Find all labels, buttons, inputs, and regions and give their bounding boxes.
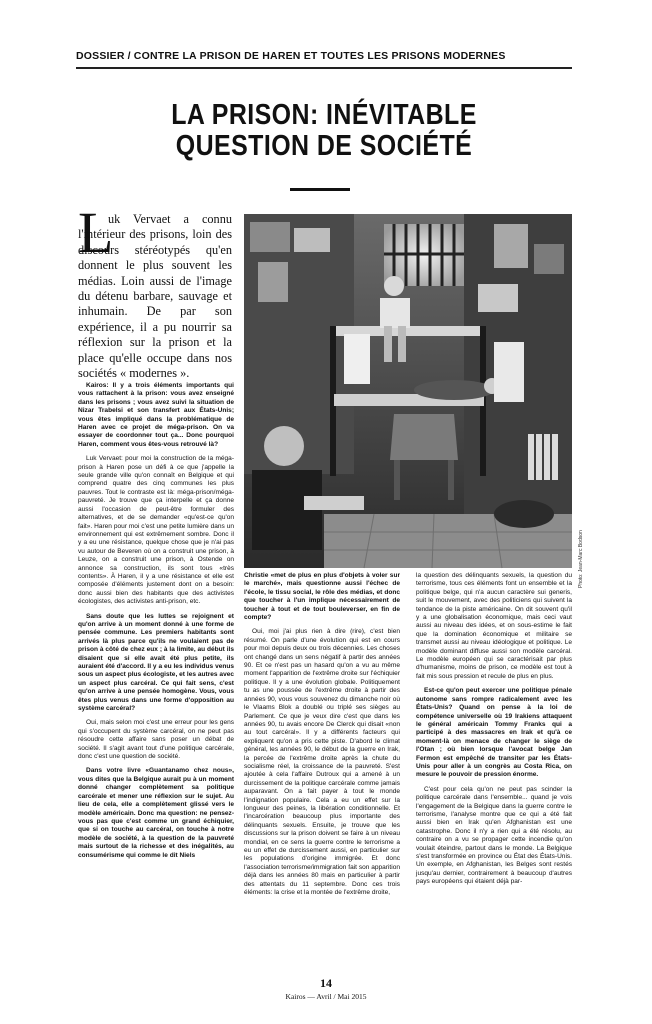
photo-credit-text: Photo: Jean-Marc Bodson	[578, 530, 584, 588]
question-4: Est-ce qu'on peut exercer une politique pénale autonome sans rompre radicalement avec les États-Unis? Quand on pense à la loi de compétence universelle où 19 Irakiens attaquent le général américain Tommy Franks qui a participé à des massacres en Irak et qu'à ce moment-là on menace de changer le siège de l'Otan ; où bien lorsque l'avocat belge Jan Fermon est empêché de transiter par les États-Unis pour aller à un congrès au Costa Rica, on mesure le pouvoir de pression énorme.	[416, 687, 572, 779]
answer-4: C'est pour cela qu'on ne peut pas scinder la politique carcérale dans l'ensemble... quand je vois l'engagement de la Belgique dans la guerre contre le terrorisme, l'analyse montre que ce qui a été fait aussi bien en Irak qu'en Afghanistan est une catastrophe. Donc il n'y a rien qui a été résolu, au contraire on a vu se propager cette incendie qu'on voulait éteindre, partout dans le monde. La Belgique s'est transformée en province ou État des États-Unis. Un exemple, en Afghanistan, les Belges sont restés jusqu'au dernier, contrairement à beaucoup d'autres pays européens qui étaient déjà par-	[416, 785, 572, 886]
article-title	[111, 100, 538, 162]
article-column-1	[78, 382, 234, 860]
title-line-2: QUESTION DE SOCIÉTÉ	[175, 130, 473, 162]
answer-3-continued: la question des délinquants sexuels, la question du terrorisme, tous ces éléments font un ensemble et la politique belge, qui n'a aucun caractère sui generis, suit le mouvement, avec des politiciens qui suivent la tendance de la piste américaine. On dit souvent qu'il y a une globalisation économique, mais ceci vaut aussi au niveau des idées, et on sous-estime le fait que la domination économique et militaire se transmet aussi au niveau idéologique et politique. Le modèle dominant diffuse aussi son modèle carcéral. Le modèle européen qui se caractérisait par plus d'humanisme, moins de prison, ce modèle est tout à fait mis sous pression et recule de plus en plus.	[416, 572, 572, 680]
question-2: Sans doute que les luttes se rejoignent et qu'on arrive à un moment donné à une forme de pensée commune. Les premiers habitants sont arrivés là plus parce qu'ils ne voulaient pas de prison à côté de chez eux ; à la limite, au début ils disaient que si elle avait été plus petite, ils auraient été d'accord. Il y a eu les individus venus sous un aspect plus écologiste, et les autres avec un aspect plus carcéral. Ce qui fait sens, c'est qu'on arrive à une pensée homogène. Vous, vous êtes plus venus dans une forme d'opposition au système carcéral?	[78, 612, 234, 713]
intro-paragraph	[78, 212, 232, 381]
publication-footer: Kairos — Avril / Mai 2015	[285, 992, 367, 1001]
title-divider	[290, 188, 350, 191]
question-3-continued: Christie «met de plus en plus d'objets à voler sur le marché», mais questionne aussi l'échec de l'école, le tissu social, le rôle des médias, et donc que toucher à l'un implique nécessairement de toucher à tout et de tout bouleverser, en fin de compte?	[244, 572, 400, 622]
answer-2: Oui, mais selon moi c'est une erreur pour les gens qui s'occupent du système carcéral, on ne peut pas résoudre cette affaire sans poser un débat de société. Il s'agit avant tout d'une politique carcérale, donc c'est une question de société.	[78, 719, 234, 761]
title-line-1: LA PRISON: INÉVITABLE	[171, 99, 477, 131]
header-rule	[76, 67, 572, 69]
photo-credit	[575, 528, 585, 588]
question-1: Kairos: Il y a trois éléments importants qui vous rattachent à la prison: vous avez enseigné dans les prisons ; vous avez suivi la situation de Nizar Trabelsi et son transfert aux États-Unis; vous êtes impliqué dans la problématique de Haren avec ce projet de méga-prison. On va essayer de coordonner tout ça... Donc pourquoi Haren, comment vous êtes-vous retrouvé là?	[78, 382, 234, 448]
section-header	[76, 50, 572, 62]
photo-illustration	[244, 214, 572, 568]
article-column-3	[416, 572, 572, 893]
section-topic: CONTRE LA PRISON DE HAREN ET TOUTES LES PRISONS MODERNES	[133, 50, 506, 62]
section-label: DOSSIER	[76, 50, 125, 62]
article-column-2	[244, 572, 400, 903]
answer-1: Luk Vervaet: pour moi la construction de la méga-prison à Haren pose un défi à ce que j'appelle la seule grande ville qu'on connaît en Belgique et qui comprend quatre des cinq communes les plus pauvres. Tout le contraste est là: méga-prison/méga-pauvreté. Je trouve que ça interpelle et ça donne aussi l'occasion de peut-être formuler des alternatives, et de se demander «qu'est-ce qu'on fait». Haren pour moi c'est une petite lumière dans un environnement qui est extrêmement sombre. Donc il y a eu une résistance, quelque chose que je n'ai pas vu autour de Beveren où on a construit une prison, à Leuze, on a construit une prison, à Ostende on annonce sa construction, ils sont tous «très contents». À Haren, il y a une résistance et elle est composée d'éléments justement dont on a besoin: donc aussi bien des habitants que des activistes écologistes, des activistes anti-prison, etc.	[78, 455, 234, 606]
question-3: Dans votre livre «Guantanamo chez nous», vous dites que la Belgique aurait pu à un moment donné changer complètement sa politique carcérale et mener une réflexion sur le sujet. Au lieu de cela, elle a complètement glissé vers le modèle américain. Donc ma question: ne pensez-vous pas que c'est comme un grand échiquier, que si on touche au carcéral, on touche à notre modèle de société, à la question de la pauvreté mais surtout de la richesse et des inégalités, au consumérisme qui comme le dit Niels	[78, 767, 234, 859]
page-number: 14	[320, 976, 332, 990]
intro-text: uk Vervaet a connu l'intérieur des prisons, loin des discours stéréotypés qu'en donnent le plus souvent les médias. Loin aussi de l'image du détenu barbare, sauvage et inhumain. De par son expérience, il a pu nourrir sa réflexion sur la prison et la place qu'elle occupe dans nos sociétés « modernes ».	[78, 212, 232, 381]
dropcap-letter: L	[78, 200, 114, 265]
prison-cell-photo	[244, 214, 572, 568]
answer-3: Oui, moi j'ai plus rien à dire (rire), c'est bien résumé. On parle d'une évolution qui est en cours pour moi depuis deux ou trois décennies. Les choses ont changé dans un sens négatif à partir des années 90. Et ce n'est pas un hasard qu'on a vu au même moment l'apparition de l'extrême droite sur l'échiquier politique. Il y a une évolution globale. Politiquement tu as une poussée de l'extrême droite à partir des années 90, vous vous souvenez du dimanche noir où le Vlaams Blok a doublé ou triplé ses sièges au Parlement. Ce que je veux dire c'est que dans les années 90, tu avais encore De Clerck qui disait «non au tout carcéral». Il y a différents facteurs qui expliquent qu'on a pris cette piste. D'abord le climat général, les années 90, le début de la guerre en Irak, la percée de l'extrême droite après la chute du socialisme réel, la croissance de la pauvreté. S'est ajoutée à cela l'affaire Dutroux qui a amené à un durcissement de la politique carcérale comme jamais auparavant. On a fait payer à tout le monde l'indignation populaire. Cela a eu un effet sur la longueur des peines, la libération conditionnelle. Et l'incarcération beaucoup plus importante des délinquants sexuels. Ensuite, je trouve que les discussions sur la prison doivent se faire à un niveau mondial, en ce sens la guerre contre le terrorisme a eu un effet de durcissement aussi, en particulier sur les populations d'origine immigrée. Et donc l'association terrorisme/immigration fait son apparition déjà dans les années 80 mais en particulier à partir des attentats du 11 septembre. Donc ces trois éléments: la crise et la montée de l'extrême droite,	[244, 628, 400, 897]
header-separator: /	[127, 50, 131, 62]
